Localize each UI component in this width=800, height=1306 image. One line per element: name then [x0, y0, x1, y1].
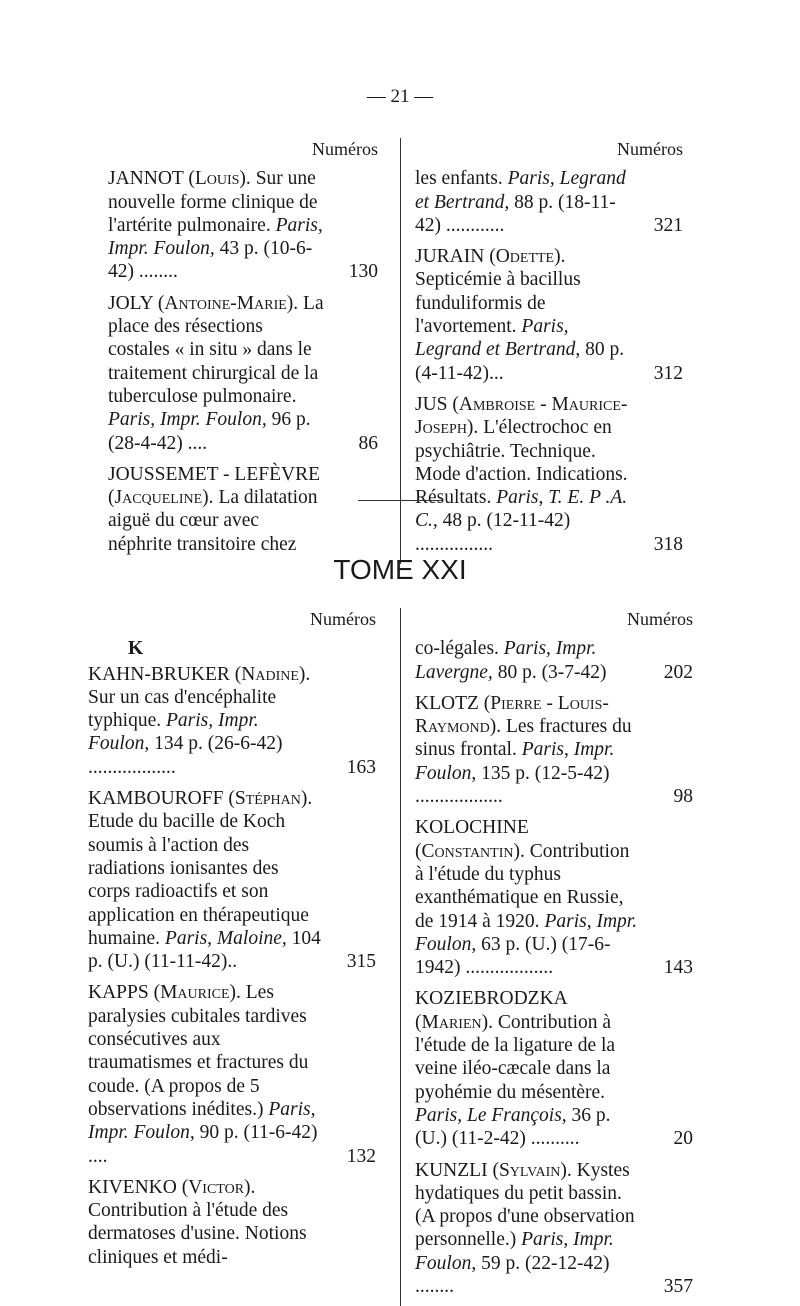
- index-entry: [88, 981, 376, 1167]
- entry-given-name: (Pierre - Louis-Raymond).: [415, 692, 609, 738]
- entry-publisher: Paris, Impr. Lavergne,: [415, 638, 597, 683]
- entry-number: 20: [673, 1128, 693, 1150]
- entry-given-name: (Maurice).: [153, 982, 241, 1004]
- section-divider: [358, 500, 442, 501]
- entry-number: 202: [663, 661, 693, 683]
- entry-number: 98: [673, 786, 693, 808]
- column-bottom-right: [400, 608, 693, 1306]
- entry-given-name: (Antoine-Marie).: [157, 292, 299, 314]
- entry-pages-date: 90 p. (11-6-42) ....: [88, 1122, 318, 1167]
- index-entry: [108, 167, 378, 283]
- index-entry: [415, 167, 683, 237]
- entry-given-name: (Louis).: [188, 168, 251, 190]
- index-entry: [415, 816, 693, 979]
- entry-given-name: (Constantin).: [415, 840, 525, 862]
- entry-number: 163: [346, 756, 376, 778]
- entry-given-name: (Stéphan).: [228, 788, 313, 810]
- index-entry: [108, 463, 378, 556]
- entry-author: JOUSSEMET - LEFÈVRE: [108, 463, 320, 485]
- page-number: — 21 —: [366, 86, 434, 107]
- entry-author: KIVENKO: [88, 1176, 177, 1198]
- entry-title: Sur une nouvelle forme clinique de l'artérite pulmonaire.: [108, 168, 318, 236]
- index-entry: [415, 637, 693, 684]
- entry-pages-date: 43 p. (10-6-42) ........: [108, 238, 313, 283]
- entry-given-name: (Marien).: [415, 1011, 493, 1033]
- entry-number: 143: [663, 957, 693, 979]
- entry-publisher: Paris, Impr. Foulon,: [88, 710, 259, 755]
- index-entry: [88, 787, 376, 973]
- index-entry: [415, 245, 683, 385]
- entry-publisher: Paris, Impr. Foulon,: [108, 214, 323, 260]
- index-entry: [415, 393, 683, 556]
- entry-pages-date: 104 p. (U.) (11-11-42)..: [88, 927, 321, 973]
- numeros-header: Numéros: [310, 609, 376, 629]
- index-entry: [88, 663, 376, 779]
- entry-pages-date: 80 p. (3-7-42): [492, 661, 607, 683]
- entry-given-name: (Ambroise - Maurice-Joseph).: [415, 393, 628, 439]
- entry-publisher: Paris, Legrand et Bertrand,: [415, 168, 626, 213]
- entry-pages-date: 96 p. (28-4-42) ....: [108, 409, 311, 454]
- entry-title: Sur un cas d'encéphalite typhique.: [88, 686, 277, 732]
- entry-author: KAHN-BRUKER: [88, 663, 230, 685]
- index-entry: [415, 987, 693, 1150]
- entry-pages-date: 48 p. (12-11-42) ................: [415, 510, 571, 555]
- entry-pages-date: 59 p. (22-12-42) ........: [415, 1252, 610, 1298]
- entry-number: 130: [348, 261, 378, 283]
- entry-given-name: (Sylvain).: [492, 1159, 572, 1181]
- entry-title: les enfants.: [415, 168, 508, 190]
- entry-number: 357: [663, 1276, 693, 1298]
- entry-title: La dilatation aiguë du cœur avec néphrite transitoire chez: [108, 487, 318, 555]
- entry-pages-date: 36 p. (U.) (11-2-42) ..........: [415, 1104, 611, 1150]
- entry-given-name: (Jacqueline).: [108, 487, 214, 509]
- entry-number: 321: [653, 214, 683, 236]
- entry-number: 132: [346, 1145, 376, 1167]
- entry-given-name: (Victor).: [181, 1176, 256, 1198]
- entry-title: La place des résections costales « in situ » dans le traitement chirurgical de la tuberculose pulmonaire.: [108, 292, 324, 407]
- numeros-header: Numéros: [312, 139, 378, 159]
- entry-author: JOLY: [108, 292, 153, 314]
- entry-number: 86: [358, 432, 378, 454]
- entry-publisher: Paris, Legrand et Bertrand,: [415, 316, 581, 361]
- section-letter: K: [128, 638, 144, 660]
- entry-pages-date: 80 p. (4-11-42)...: [415, 339, 625, 384]
- entry-publisher: Paris, Maloine,: [164, 927, 287, 949]
- entry-author: KAMBOUROFF: [88, 788, 224, 810]
- entry-publisher: Paris, Impr. Foulon,: [415, 739, 615, 784]
- entry-title: Les fractures du sinus frontal.: [415, 716, 632, 761]
- entry-title: Contribution à l'étude du typhus exanthématique en Russie, de 1914 à 1920.: [415, 840, 630, 932]
- entry-title: Contribution à l'étude de la ligature de la veine iléo-cæcale dans la pyohémie du mésentère.: [415, 1011, 616, 1103]
- index-entry: [88, 1176, 376, 1269]
- entry-pages-date: 135 p. (12-5-42) ..................: [415, 762, 610, 808]
- entry-publisher: Paris, Impr. Foulon,: [108, 409, 267, 431]
- entry-author: KOLOCHINE: [415, 817, 529, 839]
- entry-author: JUS: [415, 393, 448, 415]
- entry-title: Kystes hydatiques du petit bassin. (A propos d'une observation personnelle.): [415, 1159, 635, 1251]
- column-top-left: [108, 138, 378, 564]
- entry-publisher: Paris, Le François,: [415, 1104, 567, 1126]
- entry-author: KUNZLI: [415, 1159, 488, 1181]
- column-bottom-left: [88, 608, 376, 1277]
- entry-title: Contribution à l'étude des dermatoses d'usine. Notions cliniques et médi-: [88, 1200, 307, 1268]
- entry-title: co-légales.: [415, 638, 504, 660]
- entry-title: Les paralysies cubitales tardives consécutives aux traumatismes et fractures du coude. (A propos de 5 observations inédites.): [88, 982, 309, 1120]
- entry-author: JURAIN: [415, 246, 485, 268]
- entry-publisher: Paris, Impr. Foulon,: [415, 910, 638, 955]
- index-entry: [415, 1159, 693, 1299]
- column-top-right: [400, 138, 683, 564]
- entry-publisher: Paris, Impr. Foulon,: [415, 1229, 614, 1274]
- entry-title: Septicémie à bacillus funduliformis de l'avortement.: [415, 269, 581, 338]
- numeros-header: Numéros: [627, 609, 693, 629]
- tome-heading: TOME XXI: [333, 554, 467, 585]
- entry-pages-date: 63 p. (U.) (17-6-1942) ..................: [415, 933, 611, 979]
- entry-given-name: (Odette).: [489, 246, 566, 268]
- numeros-header: Numéros: [617, 139, 683, 159]
- entry-title: Etude du bacille de Koch soumis à l'action des radiations ionisantes des corps radioactifs et son application en thérapeutique humaine.: [88, 811, 309, 949]
- entry-pages-date: 134 p. (26-6-42) ..................: [88, 733, 283, 778]
- entry-publisher: Paris, T. E. P .A. C.,: [415, 487, 628, 532]
- entry-author: KOZIEBRODZKA: [415, 988, 567, 1010]
- index-entry: [415, 692, 693, 808]
- entry-title: L'électrochoc en psychiâtrie. Technique. Mode d'action. Indications. Résultats.: [415, 417, 628, 509]
- entry-author: JANNOT: [108, 168, 184, 190]
- entry-author: KAPPS: [88, 982, 149, 1004]
- entry-number: 315: [346, 951, 376, 973]
- entry-number: 318: [653, 533, 683, 555]
- entry-publisher: Paris, Impr. Foulon,: [88, 1098, 316, 1144]
- entry-pages-date: 88 p. (18-11-42) ............: [415, 191, 616, 236]
- entry-given-name: (Nadine).: [234, 663, 311, 685]
- entry-author: KLOTZ: [415, 692, 479, 714]
- entry-number: 312: [653, 362, 683, 384]
- index-entry: [108, 292, 378, 455]
